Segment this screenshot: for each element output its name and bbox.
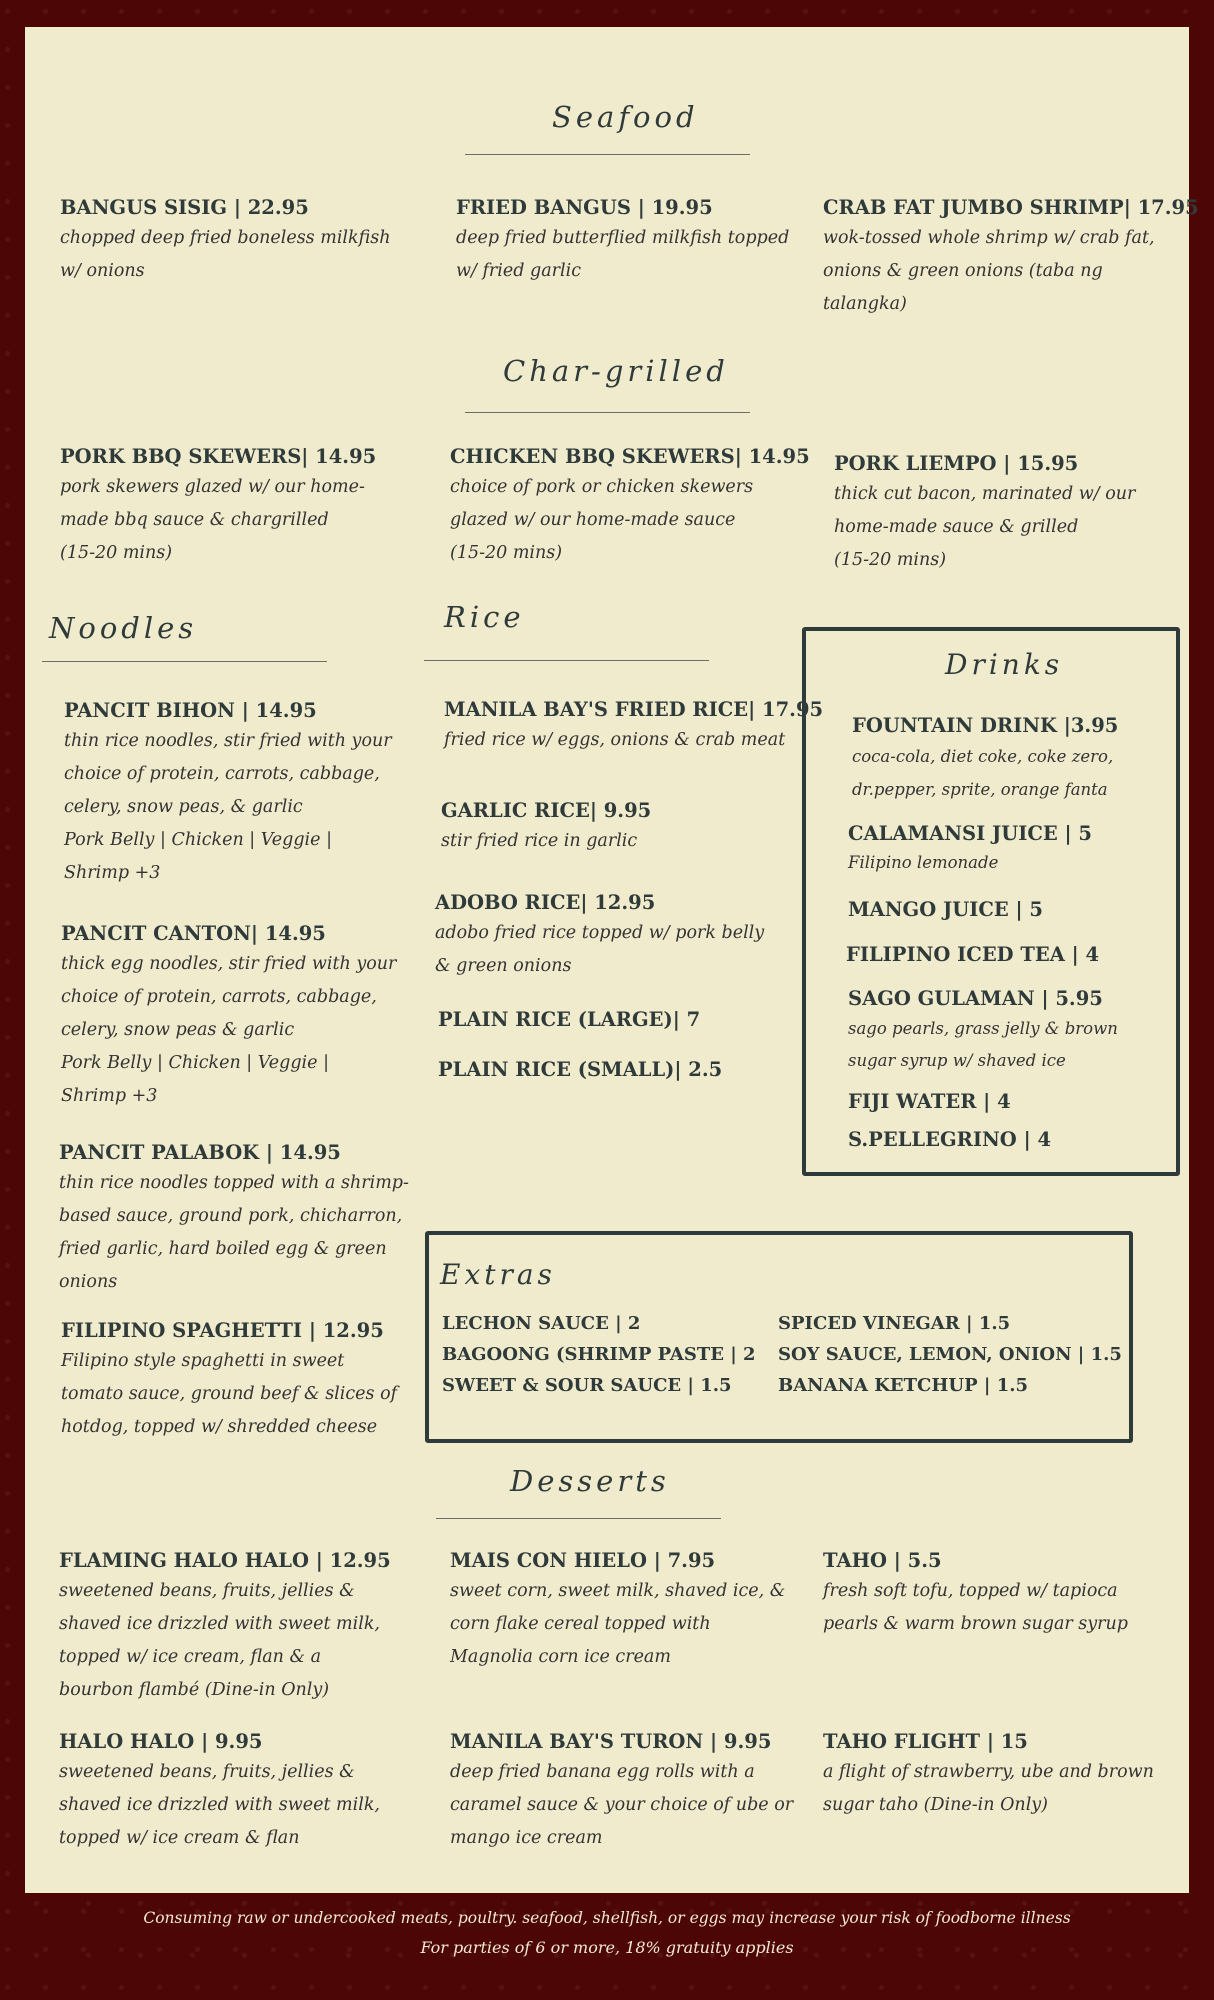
menu-item-sago-gulaman (848, 985, 1118, 1077)
menu-item-fried-rice (444, 696, 823, 757)
menu-item-fountain-drink (852, 712, 1118, 806)
item-name: MANGO JUICE | 5 (848, 898, 1043, 921)
item-name: FILIPINO SPAGHETTI | 12.95 (61, 1319, 384, 1342)
item-name: PORK BBQ SKEWERS| 14.95 (60, 445, 377, 468)
item-description: Filipino lemonade (848, 853, 999, 872)
item-description: pork skewers glazed w/ our home- made bbq sauce & chargrilled (15-20 mins) (60, 477, 365, 563)
item-description: thin rice noodles, stir fried with your choice of protein, carrots, cabbage, celery, snow peas, & garlic Pork Belly | Chicken | Veggie | Shrimp +3 (64, 731, 392, 883)
item-name: FRIED BANGUS | 19.95 (456, 196, 713, 219)
extra-item: BANANA KETCHUP | 1.5 (778, 1375, 1029, 1396)
item-name: PORK LIEMPO | 15.95 (834, 452, 1079, 475)
extra-item: LECHON SAUCE | 2 (442, 1313, 641, 1334)
menu-item-filipino-iced-tea (846, 941, 1099, 969)
item-description: Filipino style spaghetti in sweet tomato sauce, ground beef & slices of hotdog, topped w/ shredded cheese (61, 1351, 398, 1437)
item-description: wok-tossed whole shrimp w/ crab fat, onions & green onions (taba ng talangka) (823, 228, 1155, 314)
item-name: PLAIN RICE (SMALL)| 2.5 (438, 1058, 723, 1081)
extras-right-column (778, 1308, 1122, 1401)
item-name: FILIPINO ICED TEA | 4 (846, 943, 1100, 966)
menu-item-taho (823, 1547, 1128, 1641)
item-name: MAIS CON HIELO | 7.95 (450, 1549, 716, 1572)
section-title-desserts: Desserts (510, 1464, 670, 1498)
section-rule (465, 154, 750, 155)
menu-item-pork-bbq (60, 443, 376, 570)
item-name: PANCIT BIHON | 14.95 (64, 699, 317, 722)
item-description: adobo fried rice topped w/ pork belly & green onions (435, 923, 765, 976)
menu-item-adobo-rice (435, 889, 764, 983)
item-name: CHICKEN BBQ SKEWERS| 14.95 (450, 445, 810, 468)
extra-item: SOY SAUCE, LEMON, ONION | 1.5 (778, 1344, 1122, 1365)
menu-item-plain-rice-large (438, 1006, 700, 1034)
item-name: GARLIC RICE| 9.95 (441, 799, 652, 822)
menu-item-bangus-sisig (60, 194, 391, 288)
menu-item-fiji-water (848, 1088, 1011, 1116)
item-description: a flight of strawberry, ube and brown sugar taho (Dine-in Only) (823, 1762, 1154, 1815)
item-name: HALO HALO | 9.95 (59, 1730, 263, 1753)
item-name: PANCIT CANTON| 14.95 (61, 922, 326, 945)
item-name: SAGO GULAMAN | 5.95 (848, 987, 1103, 1010)
item-name: PLAIN RICE (LARGE)| 7 (438, 1008, 701, 1031)
item-name: S.PELLEGRINO | 4 (848, 1128, 1052, 1151)
item-name: FOUNTAIN DRINK |3.95 (852, 714, 1119, 737)
item-description: deep fried banana egg rolls with a caramel sauce & your choice of ube or mango ice cream (450, 1762, 794, 1848)
menu-item-calamansi-juice (848, 820, 1092, 878)
item-description: fried rice w/ eggs, onions & crab meat (444, 730, 786, 750)
item-description: sweetened beans, fruits, jellies & shaved ice drizzled with sweet milk, topped w/ ice cream & flan (59, 1762, 380, 1848)
menu-item-chicken-bbq (450, 443, 810, 570)
section-rule (465, 412, 750, 413)
item-name: CRAB FAT JUMBO SHRIMP| 17.95 (823, 196, 1199, 219)
item-name: FLAMING HALO HALO | 12.95 (59, 1549, 391, 1572)
menu-item-pork-liempo (834, 450, 1135, 577)
menu-item-crab-fat-shrimp (823, 194, 1199, 321)
item-description: thick cut bacon, marinated w/ our home-made sauce & grilled (15-20 mins) (834, 484, 1136, 570)
menu-item-mais-con-hielo (450, 1547, 785, 1674)
item-description: choice of pork or chicken skewers glazed w/ our home-made sauce (15-20 mins) (450, 477, 754, 563)
section-rule (436, 1518, 721, 1519)
item-description: stir fried rice in garlic (441, 831, 638, 851)
menu-item-plain-rice-small (438, 1056, 722, 1084)
item-name: MANILA BAY'S FRIED RICE| 17.95 (444, 698, 824, 721)
item-name: BANGUS SISIG | 22.95 (60, 196, 309, 219)
menu-item-fried-bangus (456, 194, 789, 288)
item-description: sweet corn, sweet milk, shaved ice, & corn flake cereal topped with Magnolia corn ice cream (450, 1581, 786, 1667)
menu-item-pancit-palabok (59, 1139, 409, 1299)
item-name: TAHO | 5.5 (823, 1549, 942, 1572)
menu-item-san-pellegrino (848, 1126, 1051, 1154)
item-name: TAHO FLIGHT | 15 (823, 1730, 1028, 1753)
extra-item: SPICED VINEGAR | 1.5 (778, 1313, 1011, 1334)
section-title-rice: Rice (444, 600, 525, 634)
extra-item: BAGOONG (SHRIMP PASTE | 2 (442, 1344, 756, 1365)
item-name: MANILA BAY'S TURON | 9.95 (450, 1730, 772, 1753)
menu-item-filipino-spaghetti (61, 1317, 397, 1444)
menu-item-manila-bay-turon (450, 1728, 793, 1855)
section-title-seafood: Seafood (552, 100, 699, 134)
footer-gratuity: For parties of 6 or more, 18% gratuity applies (420, 1938, 794, 1957)
menu-item-mango-juice (848, 896, 1043, 924)
item-description: deep fried butterflied milkfish topped w/ fried garlic (456, 228, 790, 281)
item-description: coca-cola, diet coke, coke zero, dr.pepper, sprite, orange fanta (852, 747, 1114, 799)
item-description: sago pearls, grass jelly & brown sugar syrup w/ shaved ice (848, 1019, 1118, 1070)
extra-item: SWEET & SOUR SAUCE | 1.5 (442, 1375, 732, 1396)
section-title-noodles: Noodles (49, 611, 198, 645)
menu-item-pancit-canton (61, 920, 396, 1113)
menu-item-pancit-bihon (64, 697, 392, 890)
item-description: thin rice noodles topped with a shrimp- based sauce, ground pork, chicharron, fried garlic, hard boiled egg & green onions (59, 1173, 409, 1292)
item-name: FIJI WATER | 4 (848, 1090, 1011, 1113)
section-rule (424, 660, 709, 661)
footer-disclaimer: Consuming raw or undercooked meats, poultry. seafood, shellfish, or eggs may increase your risk of foodborne illness (143, 1909, 1071, 1927)
item-description: fresh soft tofu, topped w/ tapioca pearls & warm brown sugar syrup (823, 1581, 1129, 1634)
section-rule (42, 661, 327, 662)
menu-item-flaming-halo-halo (59, 1547, 391, 1707)
item-description: sweetened beans, fruits, jellies & shaved ice drizzled with sweet milk, topped w/ ice cream, flan & a bourbon flambé (Dine-in Only) (59, 1581, 380, 1700)
section-title-extras: Extras (440, 1258, 556, 1291)
menu-item-halo-halo (59, 1728, 380, 1855)
item-name: ADOBO RICE| 12.95 (435, 891, 656, 914)
section-title-chargrilled: Char-grilled (503, 354, 729, 388)
extras-left-column (442, 1308, 756, 1401)
menu-item-taho-flight (823, 1728, 1154, 1822)
section-title-drinks: Drinks (945, 648, 1064, 681)
item-name: PANCIT PALABOK | 14.95 (59, 1141, 341, 1164)
item-description: chopped deep fried boneless milkfish w/ onions (60, 228, 391, 281)
menu-item-garlic-rice (441, 797, 651, 858)
item-name: CALAMANSI JUICE | 5 (848, 822, 1092, 845)
item-description: thick egg noodles, stir fried with your choice of protein, carrots, cabbage, celery, snow peas & garlic Pork Belly | Chicken | Veggie | Shrimp +3 (61, 954, 397, 1106)
